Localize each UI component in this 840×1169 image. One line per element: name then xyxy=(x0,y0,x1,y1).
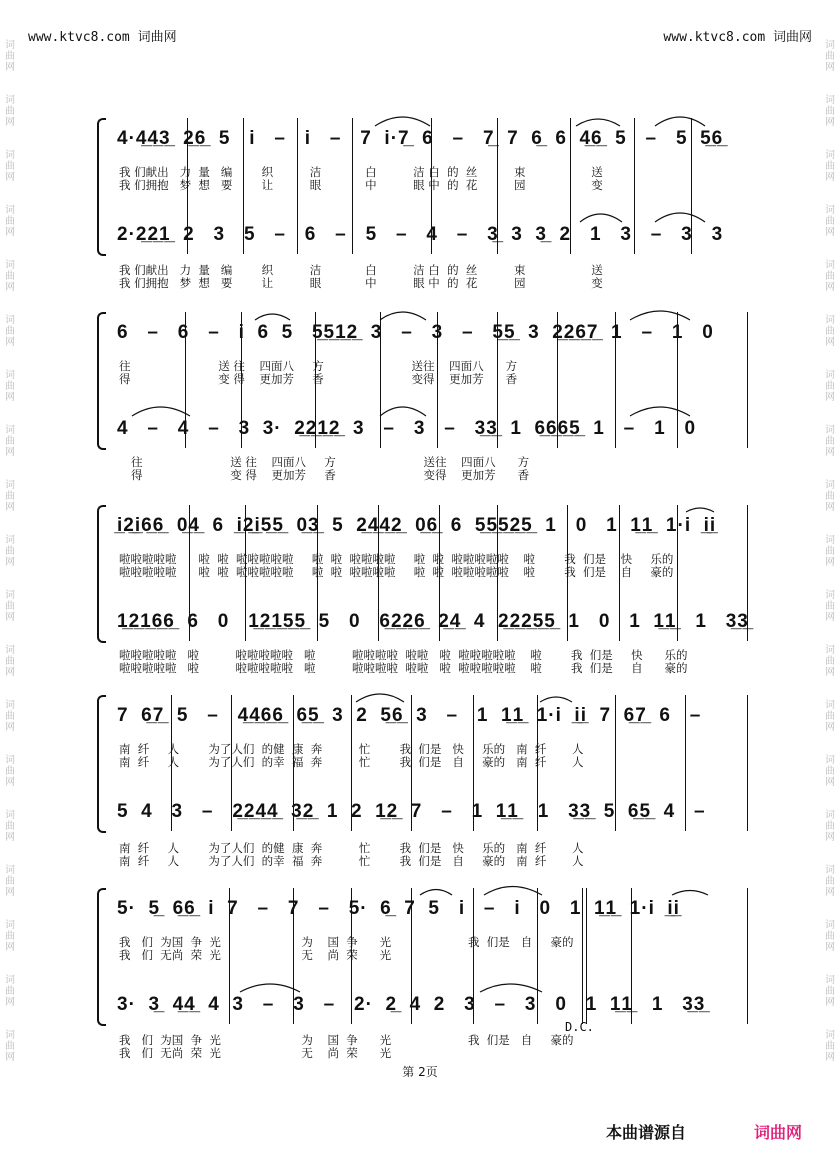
lower-voice-notes: 4 – 4 – 3 3· 2̲2̲1̲2̲ 3 – 3 – 3̲3̲ 1 6̲6̲6̲5̲ 1 – 1 0 xyxy=(117,418,697,439)
upper-lyrics-verse-2: 啦啦啦啦啦 啦 啦 啦啦啦啦啦 啦 啦 啦啦啦啦 啦 啦 啦啦啦啦啦 啦 我 们是 自 豪的 xyxy=(119,565,674,579)
lower-lyrics-verse-1: 往 送 往 四面八 方 送往 四面八 方 xyxy=(131,455,530,469)
upper-lyrics-verse-1: 南 纤 人 为了人们 的健 康 奔 忙 我 们是 快 乐的 南 纤 人 xyxy=(119,742,584,756)
upper-lyrics-verse-2: 得 变 得 更加芳 香 变得 更加芳 香 xyxy=(119,372,518,386)
upper-lyrics-verse-2: 我 们 无尚 荣 光 无 尚 荣 光 xyxy=(119,948,392,962)
lower-voice-notes: 2·2̲2̲1̲ 2 3 5 – 6 – 5 – 4 – 3̲ 3 3̲ 2 1 3 – 3 3 xyxy=(117,224,724,245)
lower-lyrics-verse-2: 南 纤 人 为了人们 的幸 福 奔 忙 我 们是 自 豪的 南 纤 人 xyxy=(119,854,584,868)
lower-lyrics-verse-2: 啦啦啦啦啦 啦 啦啦啦啦啦 啦 啦啦啦啦 啦啦 啦 啦啦啦啦啦 啦 我 们是 自 豪的 xyxy=(119,661,688,675)
upper-voice-notes: i̲2̲i̲6̲6̲ 0̲4̲ 6 i̲2̲i̲5̲5̲ 0̲3̲ 5 2̲4̲4̲2̲ 0̲6̲ 6 5̲5̲5̲2̲5̲ 1 0 1 1̲1̲ 1·i i̲i̲ xyxy=(117,515,717,536)
upper-voice-notes: 4·4̲4̲3̲ 2̲6̲ 5 i – i – 7 i·7̲ 6 – 7̲ 7 6̲ 6 4̲6̲ 5 – 5 5̲6̲ xyxy=(117,128,724,149)
footer-logo[interactable]: 词曲网 xyxy=(754,1123,803,1142)
upper-lyrics-verse-2: 南 纤 人 为了人们 的幸 福 奔 忙 我 们是 自 豪的 南 纤 人 xyxy=(119,755,584,769)
header-left: www.ktvc8.com 词曲网 xyxy=(28,30,177,45)
upper-lyrics-verse-1: 我 们 为国 争 光 为 国 争 光 我 们是 自 豪的 xyxy=(119,935,574,949)
upper-lyrics-verse-1: 啦啦啦啦啦 啦 啦 啦啦啦啦啦 啦 啦 啦啦啦啦 啦 啦 啦啦啦啦啦 啦 我 们是 快 乐的 xyxy=(119,552,674,566)
footer-source-label: 本曲谱源自 xyxy=(606,1123,687,1142)
lower-lyrics-verse-2: 我 们拥抱 梦 想 要 让 眼 中 眼 中 的 花 园 变 xyxy=(119,276,603,290)
watermark-left: 词 曲 网 词 曲 网 词 曲 网 词 曲 网 词 曲 网 词 曲 网 词 曲 网 词 曲 网 词 曲 网 词 曲 网 词 曲 网 词 曲 网 词 曲 网 词 曲 网 词 曲 网 词 曲 网 词 曲 网 词 曲 网 词 曲 网 xyxy=(5,40,15,1063)
lower-voice-notes: 5 4 3 – 2̲2̲4̲4̲ 3̲2̲ 1 2 1̲2̲ 7 – 1 1̲1̲ 1 3̲3̲ 5 6̲5̲ 4 – xyxy=(117,801,706,822)
upper-voice-notes: 7 6̲7̲ 5 – 4̲4̲6̲6̲ 6̲5̲ 3 2 5̲6̲ 3 – 1 1̲1̲ 1·i i̲i̲ 7 6̲7̲ 6 – xyxy=(117,705,702,726)
lower-lyrics-verse-1: 我 们 为国 争 光 为 国 争 光 我 们是 自 豪的 xyxy=(119,1033,574,1047)
upper-lyrics-verse-1: 往 送 往 四面八 方 送往 四面八 方 xyxy=(119,359,518,373)
lower-lyrics-verse-1: 南 纤 人 为了人们 的健 康 奔 忙 我 们是 快 乐的 南 纤 人 xyxy=(119,841,584,855)
lower-lyrics-verse-2: 得 变 得 更加芳 香 变得 更加芳 香 xyxy=(131,468,530,482)
upper-voice-notes: 5· 5̲ 6̲6̲ i 7 – 7 – 5· 6̲ 7 5 i – i 0 1 1̲1̲ 1·i i̲i̲ xyxy=(117,898,680,919)
upper-lyrics-verse-2: 我 们拥抱 梦 想 要 让 眼 中 眼 中 的 花 园 变 xyxy=(119,178,603,192)
lower-voice-notes: 3· 3̲ 4̲4̲ 4 3 – 3 – 2· 2̲ 4 2 3 – 3 0 1 1̲1̲ 1 3̲3̲ xyxy=(117,994,706,1015)
upper-voice-notes: 6 – 6 – i 6 5 5̲5̲1̲2̲ 3 – 3 – 5̲5̲ 3 2̲2̲6̲7̲ 1 – 1 0 xyxy=(117,322,714,343)
lower-lyrics-verse-2: 我 们 无尚 荣 光 无 尚 荣 光 xyxy=(119,1046,392,1060)
lower-lyrics-verse-1: 我 们献出 力 量 编 织 洁 白 洁 白 的 丝 束 送 xyxy=(119,263,603,277)
header-right: www.ktvc8.com 词曲网 xyxy=(663,30,812,45)
page-number: 第 2页 xyxy=(402,1065,438,1079)
upper-lyrics-verse-1: 我 们献出 力 量 编 织 洁 白 洁 白 的 丝 束 送 xyxy=(119,165,603,179)
lower-voice-notes: 1̲2̲1̲6̲6̲ 6 0 1̲2̲1̲5̲5̲ 5 0 6̲2̲2̲6̲ 2̲4̲ 4 2̲2̲2̲5̲5̲ 1 0 1 1̲1̲ 1 3̲3̲ xyxy=(117,611,749,632)
lower-lyrics-verse-1: 啦啦啦啦啦 啦 啦啦啦啦啦 啦 啦啦啦啦 啦啦 啦 啦啦啦啦啦 啦 我 们是 快 乐的 xyxy=(119,648,688,662)
watermark-right: 词 曲 网 词 曲 网 词 曲 网 词 曲 网 词 曲 网 词 曲 网 词 曲 网 词 曲 网 词 曲 网 词 曲 网 词 曲 网 词 曲 网 词 曲 网 词 曲 网 词 曲 网 词 曲 网 词 曲 网 词 曲 网 词 曲 网 xyxy=(825,40,835,1063)
da-capo-marking: D.C. xyxy=(565,1020,594,1034)
